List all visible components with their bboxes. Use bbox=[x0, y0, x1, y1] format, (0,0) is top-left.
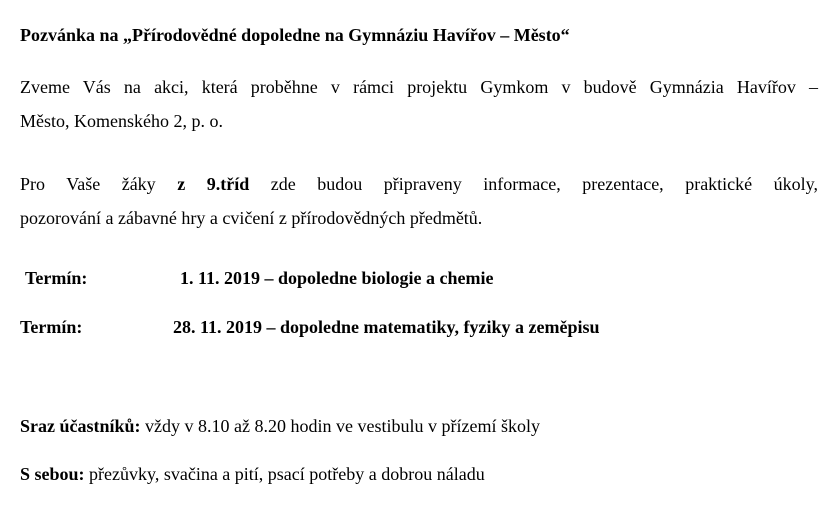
meeting-line bbox=[20, 416, 540, 436]
offer-line-2: pozorování a zábavné hry a cvičení z přírodovědných předmětů. bbox=[20, 208, 483, 228]
term-label-1 bbox=[25, 268, 87, 288]
offer-prefix: Pro Vaše žáky bbox=[20, 174, 156, 194]
offer-grade: z 9.tříd bbox=[177, 174, 250, 194]
meeting-label: Sraz účastníků: bbox=[20, 416, 141, 436]
term-value-1 bbox=[180, 268, 494, 288]
term-label-text: Termín: bbox=[20, 317, 83, 337]
bring-line bbox=[20, 464, 485, 484]
bring-label: S sebou: bbox=[20, 464, 85, 484]
term-value-text: 1. 11. 2019 – dopoledne biologie a chemie bbox=[180, 268, 494, 288]
bring-value: přezůvky, svačina a pití, psací potřeby a dobrou náladu bbox=[89, 464, 485, 484]
title-text: Pozvánka na „Přírodovědné dopoledne na Gymnáziu Havířov – Město“ bbox=[20, 25, 570, 45]
term-label-2 bbox=[20, 317, 82, 337]
term-value-text: 28. 11. 2019 – dopoledne matematiky, fyziky a zeměpisu bbox=[173, 317, 600, 337]
offer-suffix: zde budou připraveny informace, prezentace, praktické úkoly, bbox=[270, 174, 819, 194]
document-title bbox=[20, 25, 570, 45]
offer-line-1 bbox=[20, 174, 818, 194]
term-value-2 bbox=[173, 317, 600, 337]
intro-line-2: Město, Komenského 2, p. o. bbox=[20, 111, 223, 131]
intro-line-1: Zveme Vás na akci, která proběhne v rámci projektu Gymkom v budově Gymnázia Havířov – bbox=[20, 77, 818, 97]
term-label-text: Termín: bbox=[25, 268, 88, 288]
meeting-value: vždy v 8.10 až 8.20 hodin ve vestibulu v přízemí školy bbox=[145, 416, 540, 436]
